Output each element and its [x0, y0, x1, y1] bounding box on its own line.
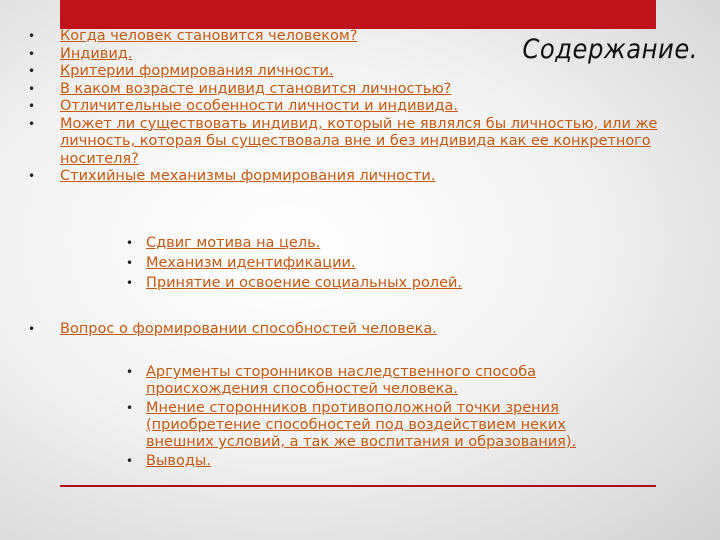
- list-item[interactable]: [20, 28, 680, 46]
- contents-link[interactable]: Принятие и освоение социальных ролей.: [146, 275, 463, 291]
- contents-link[interactable]: Механизм идентификации.: [146, 255, 356, 271]
- mechanisms-list: [120, 234, 640, 294]
- bullet-icon: •: [28, 64, 36, 78]
- list-item[interactable]: [20, 46, 680, 64]
- bullet-icon: •: [28, 116, 36, 131]
- contents-link[interactable]: Стихийные механизмы формирования личности.: [60, 168, 436, 184]
- list-item[interactable]: [20, 168, 680, 186]
- bullet-icon: •: [126, 256, 134, 270]
- list-item[interactable]: [120, 254, 640, 272]
- contents-link[interactable]: Мнение сторонников противоположной точки зрения (приобретение способностей под воздействием неких внешних условий, а так же воспитания и образования).: [146, 400, 577, 450]
- contents-link[interactable]: Сдвиг мотива на цель.: [146, 235, 321, 251]
- abilities-list: [20, 320, 620, 338]
- bullet-icon: •: [28, 99, 36, 113]
- contents-link[interactable]: Индивид.: [60, 45, 133, 62]
- contents-link[interactable]: Когда человек становится человеком?: [60, 28, 358, 44]
- list-item[interactable]: [120, 274, 640, 292]
- bullet-icon: •: [28, 322, 36, 336]
- contents-link[interactable]: Аргументы сторонников наследственного способа происхождения способностей человека.: [146, 364, 537, 397]
- list-item[interactable]: [20, 116, 680, 169]
- contents-link[interactable]: Критерии формирования личности.: [60, 63, 334, 79]
- list-item[interactable]: [120, 234, 640, 252]
- contents-link[interactable]: Вопрос о формировании способностей человека.: [60, 321, 437, 337]
- contents-link[interactable]: Может ли существовать индивид, который не являлся бы личностью, или же личность, которая бы существовала вне и без индивида как ее конкретного носителя?: [60, 115, 658, 167]
- contents-link[interactable]: В каком возрасте индивид становится личностью?: [60, 80, 452, 97]
- bullet-icon: •: [126, 365, 134, 379]
- list-item[interactable]: [120, 364, 620, 398]
- bullet-icon: •: [126, 401, 134, 415]
- bullet-icon: •: [126, 276, 134, 290]
- slide-title: Содержание.: [522, 34, 698, 65]
- list-item[interactable]: [20, 81, 680, 99]
- bullet-icon: •: [28, 46, 36, 61]
- bullet-icon: •: [28, 169, 36, 183]
- bullet-icon: •: [28, 29, 36, 43]
- bullet-icon: •: [126, 236, 134, 250]
- list-item[interactable]: [120, 453, 620, 470]
- list-item[interactable]: [20, 98, 680, 116]
- contents-list: [20, 28, 680, 186]
- abilities-sub-list: [120, 364, 620, 472]
- top-accent-bar: [60, 0, 656, 29]
- list-item[interactable]: [20, 320, 620, 338]
- bottom-divider: [60, 485, 656, 487]
- contents-link[interactable]: Отличительные особенности личности и индивида.: [60, 98, 458, 114]
- list-item[interactable]: [120, 400, 620, 451]
- list-item[interactable]: [20, 63, 680, 81]
- contents-link[interactable]: Выводы.: [146, 453, 211, 469]
- bullet-icon: •: [126, 454, 134, 468]
- bullet-icon: •: [28, 81, 36, 96]
